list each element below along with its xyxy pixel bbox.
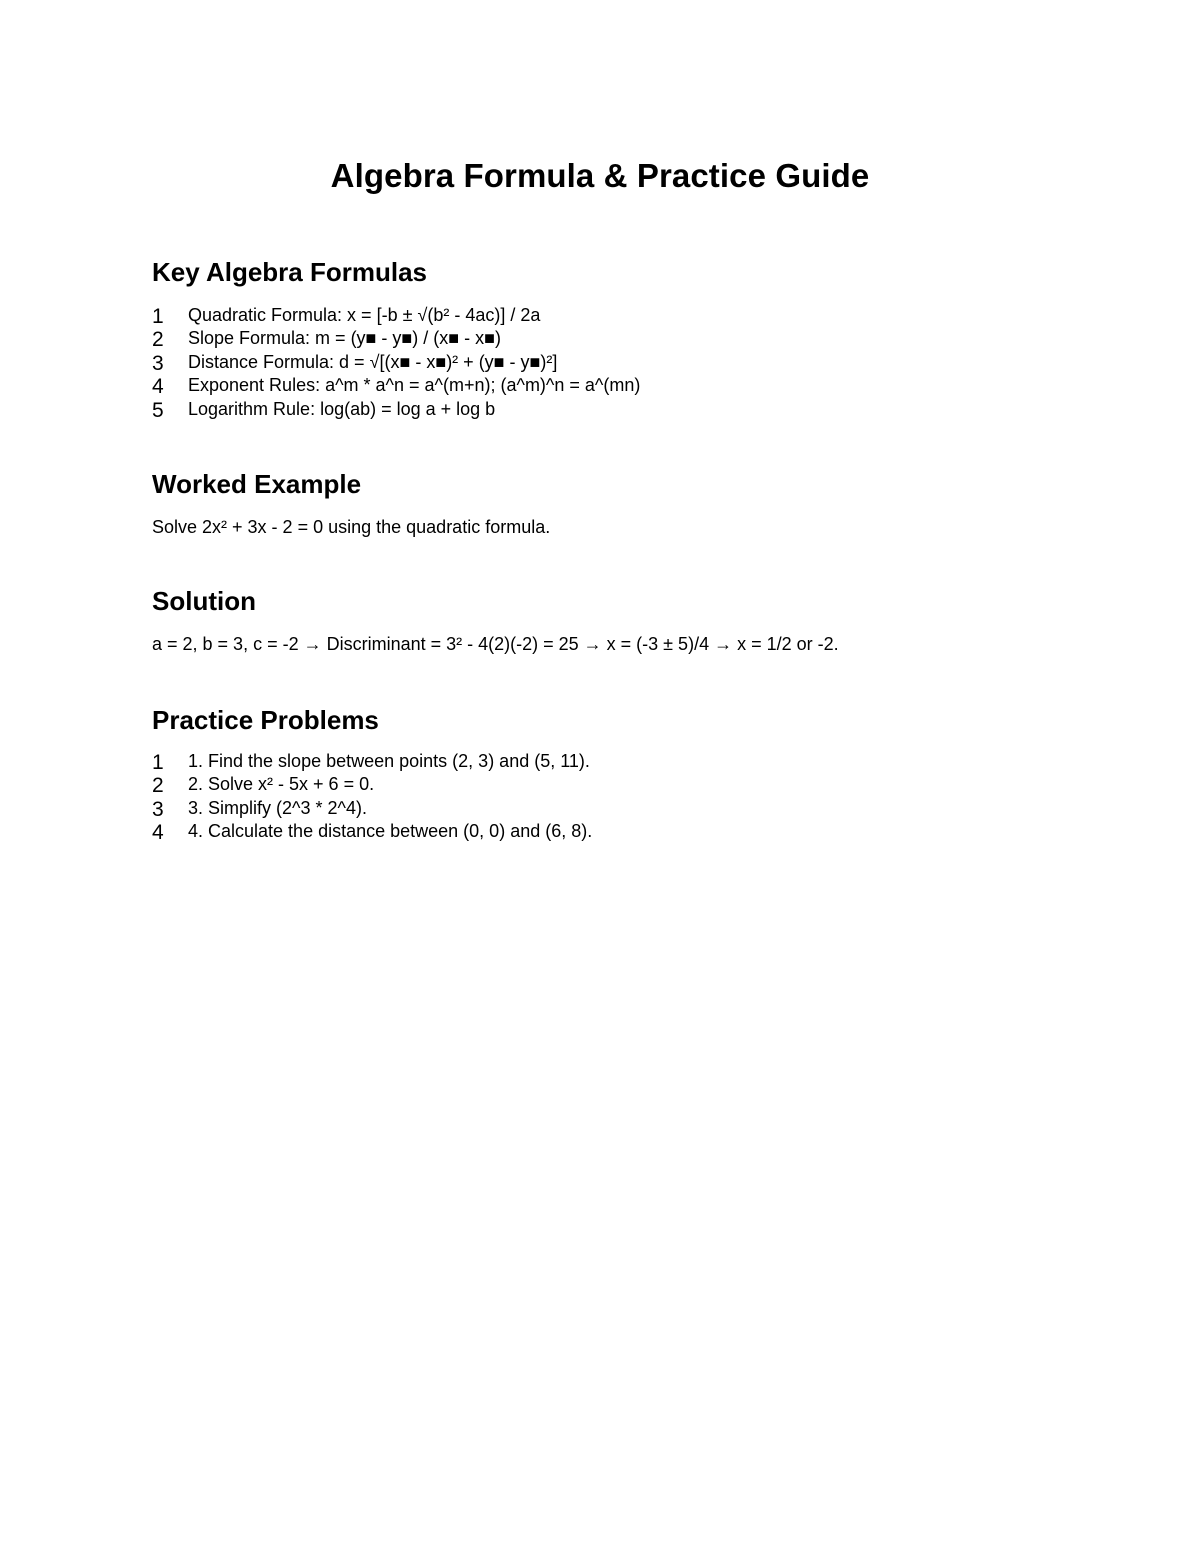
list-item-text: 3. Simplify (2^3 * 2^4). — [188, 797, 367, 818]
list-item-text: Exponent Rules: a^m * a^n = a^(m+n); (a^m)^n = a^(mn) — [188, 375, 641, 396]
list-item-number: 2 — [152, 774, 164, 798]
list-item-number: 5 — [152, 398, 164, 422]
list-item-number: 4 — [152, 375, 164, 399]
list-item-text: 1. Find the slope between points (2, 3) and (5, 11). — [188, 751, 590, 771]
section-heading-practice: Practice Problems — [152, 705, 379, 735]
page-title: Algebra Formula & Practice Guide — [330, 157, 870, 194]
list-item-number: 2 — [152, 328, 164, 352]
solution-text: a = 2, b = 3, c = -2 → Discriminant = 3² - 4(2)(-2) = 25 → x = (-3 ± 5)/4 → x = 1/2 or -2. — [152, 634, 839, 654]
section-heading-solution: Solution — [152, 586, 256, 616]
list-item-text: 4. Calculate the distance between (0, 0) and (6, 8). — [188, 821, 593, 842]
section-heading-formulas: Key Algebra Formulas — [152, 257, 428, 287]
example-text: Solve 2x² + 3x - 2 = 0 using the quadratic formula. — [152, 517, 551, 537]
list-item-text: 2. Solve x² - 5x + 6 = 0. — [188, 774, 375, 795]
list-item-text: Logarithm Rule: log(ab) = log a + log b — [188, 398, 496, 419]
list-item-number: 1 — [152, 751, 164, 774]
list-item-text: Distance Formula: d = √[(x■ - x■)² + (y■ - y■)²] — [188, 351, 558, 372]
list-item-number: 3 — [152, 351, 164, 375]
list-item-text: Quadratic Formula: x = [-b ± √(b² - 4ac)] / 2a — [188, 305, 541, 325]
list-item-number: 3 — [152, 797, 164, 821]
list-item-number: 4 — [152, 821, 164, 845]
section-heading-example: Worked Example — [152, 469, 362, 499]
list-item-text: Slope Formula: m = (y■ - y■) / (x■ - x■) — [188, 328, 502, 349]
list-item-number: 1 — [152, 305, 164, 328]
